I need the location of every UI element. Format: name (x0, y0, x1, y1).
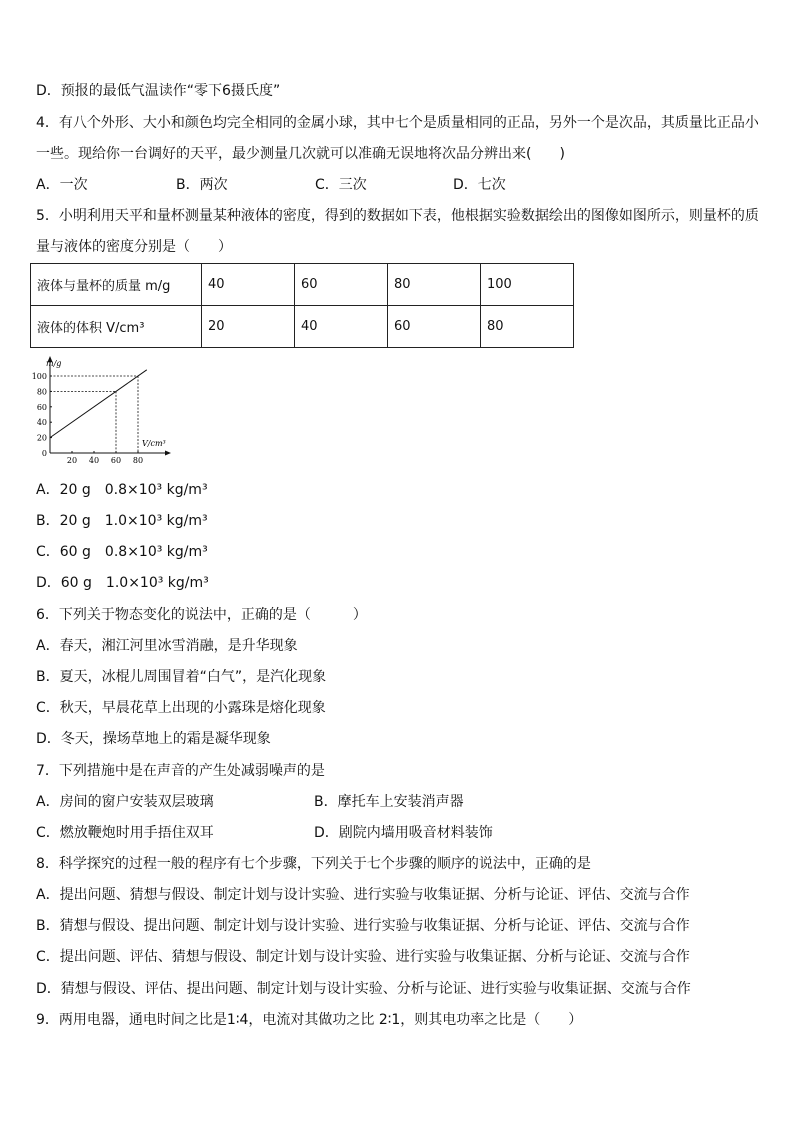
y-tick-label: 0 (41, 449, 47, 458)
q7-stem: 7．下列措施中是在声音的产生处减弱噪声的是 (36, 763, 325, 779)
x-tick-label: 80 (132, 456, 144, 465)
q6-stem: 6．下列关于物态变化的说法中，正确的是（ ） (36, 607, 367, 623)
q8-option-d: D．猜想与假设、评估、提出问题、制定计划与设计实验、分析与论证、进行实验与收集证据、交流与合作 (36, 981, 691, 997)
q7-option-c: C．燃放鞭炮时用手捂住双耳 (36, 825, 214, 841)
q3-option-d: D．预报的最低气温读作“零下6摄氏度” (36, 83, 281, 99)
q8-option-a: A．提出问题、猜想与假设、制定计划与设计实验、进行实验与收集证据、分析与论证、评估、交流与合作 (36, 887, 690, 903)
q4-option-a: A．一次 (36, 177, 88, 193)
q6-option-d: D．冬天，操场草地上的霜是凝华现象 (36, 731, 271, 747)
q4-option-d: D．七次 (453, 177, 506, 193)
q5-option-c: C．60 g 0.8×10³ kg/m³ (36, 544, 208, 560)
data-table (30, 263, 574, 348)
table-cell: 20 (202, 306, 295, 348)
y-tick-label: 20 (36, 433, 47, 443)
y-tick-label: 100 (31, 372, 47, 381)
y-tick-label: 80 (36, 387, 47, 397)
q5-stem-cont: 量与液体的密度分别是（ ） (36, 239, 232, 255)
x-tick-label: 20 (66, 456, 78, 465)
q4-stem: 4．有八个外形、大小和颜色均完全相同的金属小球，其中七个是质量相同的正品，另外一个是次品，其质量比正品小 (36, 115, 759, 131)
q4-stem-cont: 一些。现给你一台调好的天平，最少测量几次就可以准确无误地将次品分辨出来( ) (36, 146, 565, 162)
q8-option-c: C．提出问题、评估、猜想与假设、制定计划与设计实验、进行实验与收集证据、分析与论证、交流与合作 (36, 949, 690, 965)
q5-option-d: D．60 g 1.0×10³ kg/m³ (36, 575, 209, 591)
q6-option-c: C．秋天，早晨花草上出现的小露珠是熔化现象 (36, 700, 326, 716)
q4-option-b: B．两次 (176, 177, 228, 193)
y-tick-label: 40 (36, 418, 47, 428)
q9-stem: 9．两用电器，通电时间之比是1∶4，电流对其做功之比 2∶1，则其电功率之比是（ ） (36, 1012, 583, 1028)
data-line (50, 370, 147, 438)
mass-volume-graph (28, 352, 178, 467)
table-row (31, 306, 574, 348)
q7-option-d: D．剧院内墙用吸音材料装饰 (314, 825, 493, 841)
q8-stem: 8．科学探究的过程一般的程序有七个步骤，下列关于七个步骤的顺序的说法中，正确的是 (36, 856, 591, 872)
q8-option-b: B．猜想与假设、提出问题、制定计划与设计实验、进行实验与收集证据、分析与论证、评估、交流与合作 (36, 918, 690, 934)
q7-option-a: A．房间的窗户安装双层玻璃 (36, 794, 214, 810)
q6-option-b: B．夏天，冰棍儿周围冒着“白气”，是汽化现象 (36, 669, 327, 685)
x-axis-arrow (165, 451, 171, 456)
table-cell: 80 (388, 264, 481, 306)
table-cell: 60 (388, 306, 481, 348)
q6-option-a: A．春天，湘江河里冰雪消融，是升华现象 (36, 638, 298, 654)
y-tick-label: 60 (36, 402, 47, 412)
table-cell: 40 (295, 306, 388, 348)
table-cell: 液体的体积 V/cm³ (31, 306, 202, 348)
q4-option-c: C．三次 (315, 177, 367, 193)
table-cell: 100 (481, 264, 574, 306)
x-axis-label: V/cm³ (142, 439, 166, 448)
q5-option-a: A．20 g 0.8×10³ kg/m³ (36, 482, 208, 498)
y-axis-label: m/g (46, 359, 62, 368)
table-cell: 液体与量杯的质量 m/g (31, 264, 202, 306)
x-tick-label: 60 (110, 456, 122, 465)
q5-stem: 5．小明利用天平和量杯测量某种液体的密度，得到的数据如下表，他根据实验数据绘出的图像如图所示，则量杯的质 (36, 208, 759, 224)
q7-option-b: B．摩托车上安装消声器 (314, 794, 464, 810)
table-row (31, 264, 574, 306)
x-tick-label: 40 (88, 456, 100, 465)
table-cell: 80 (481, 306, 574, 348)
table-cell: 60 (295, 264, 388, 306)
q5-option-b: B．20 g 1.0×10³ kg/m³ (36, 513, 208, 529)
table-cell: 40 (202, 264, 295, 306)
